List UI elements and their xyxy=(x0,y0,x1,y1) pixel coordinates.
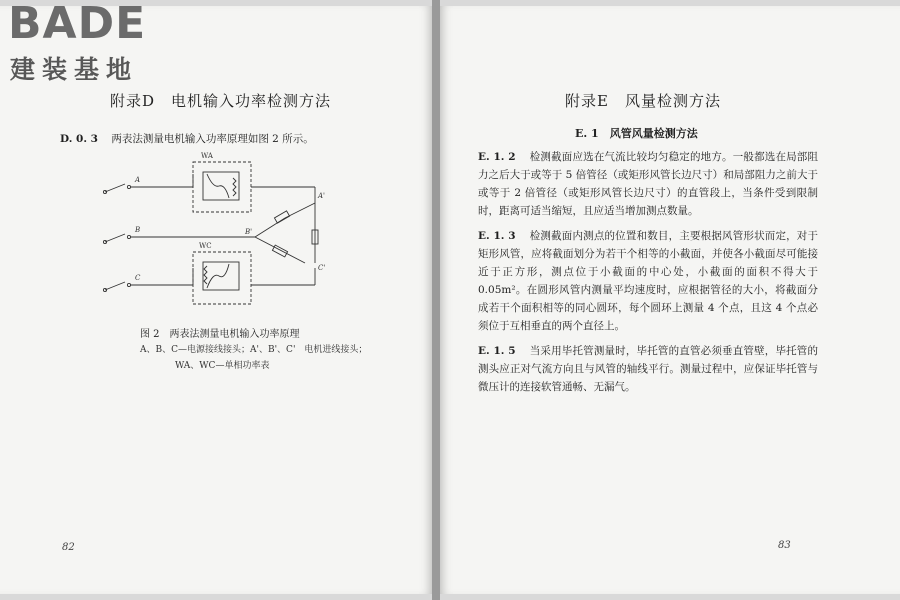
clause-number: E. 1. 5 xyxy=(478,345,516,357)
appendix-e-title: 附录E 风量检测方法 xyxy=(565,92,721,110)
clause-number: E. 1. 3 xyxy=(478,230,516,242)
terminal-b-label: B xyxy=(135,226,141,234)
clause-text: 两表法测量电机输入功率原理如图 2 所示。 xyxy=(111,133,314,145)
clause-d03 xyxy=(60,130,420,148)
figure-caption: 图 2 两表法测量电机输入功率原理 xyxy=(140,329,300,340)
clause-e15 xyxy=(478,342,818,396)
wa-label: WA xyxy=(201,152,213,160)
clause-number: D. 0. 3 xyxy=(60,133,98,145)
two-wattmeter-circuit-diagram xyxy=(95,148,335,313)
logo-subtitle: 建装基地 xyxy=(10,55,139,84)
appendix-d-title: 附录D 电机输入功率检测方法 xyxy=(110,92,332,110)
clause-e13 xyxy=(478,227,818,335)
clause-e12 xyxy=(478,148,818,220)
terminal-a-label: A xyxy=(135,176,141,184)
page-number-left: 82 xyxy=(62,542,75,553)
section-e1-title: E. 1 风管风量检测方法 xyxy=(575,127,698,140)
logo-mark: BADE xyxy=(8,0,147,49)
clause-text: 检测截面内测点的位置和数目，主要根据风管形状而定，对于矩形风管，应将截面划分为若干个相等的小截面，并使各小截面尽可能接近于正方形，测点位于小截面的中心处，小截面的面积不得大于 0.05m²。在圆形风管内测量平均速度时，应根据管径的大小，将截面分成若干个面积相等的同心圆环，每个圆环上测量 4 个点，且这 4 个点必须位于互相垂直的两个直径上。 xyxy=(478,230,818,332)
motor-b-label: B' xyxy=(245,228,253,236)
clause-number: E. 1. 2 xyxy=(478,151,516,163)
motor-c-label: C' xyxy=(318,264,326,272)
clause-text: 检测截面应选在气流比较均匀稳定的地方。一般都选在局部阻力之后大于或等于 5 倍管径（或矩形风管长边尺寸）和局部阻力之前大于或等于 2 倍管径（或矩形风管长边尺寸）的直管段上，当条件受到限制时，距离可适当缩短，且应适当增加测点数量。 xyxy=(478,151,818,217)
figure-legend-wattmeters: WA、WC—单相功率表 xyxy=(175,361,270,371)
wc-label: WC xyxy=(199,242,212,250)
terminal-c-label: C xyxy=(135,274,141,282)
figure-legend-terminals: A、B、C—电源接线接头；A'、B'、C' 电机进线接头； xyxy=(140,345,368,355)
bade-logo xyxy=(8,0,178,84)
clause-text: 当采用毕托管测量时，毕托管的直管必须垂直管壁，毕托管的测头应正对气流方向且与风管的轴线平行。测量过程中，应保证毕托管与微压计的连接软管通畅、无漏气。 xyxy=(478,345,818,393)
book-gutter xyxy=(432,0,440,600)
page-number-right: 83 xyxy=(778,540,791,551)
motor-a-label: A' xyxy=(318,192,325,200)
